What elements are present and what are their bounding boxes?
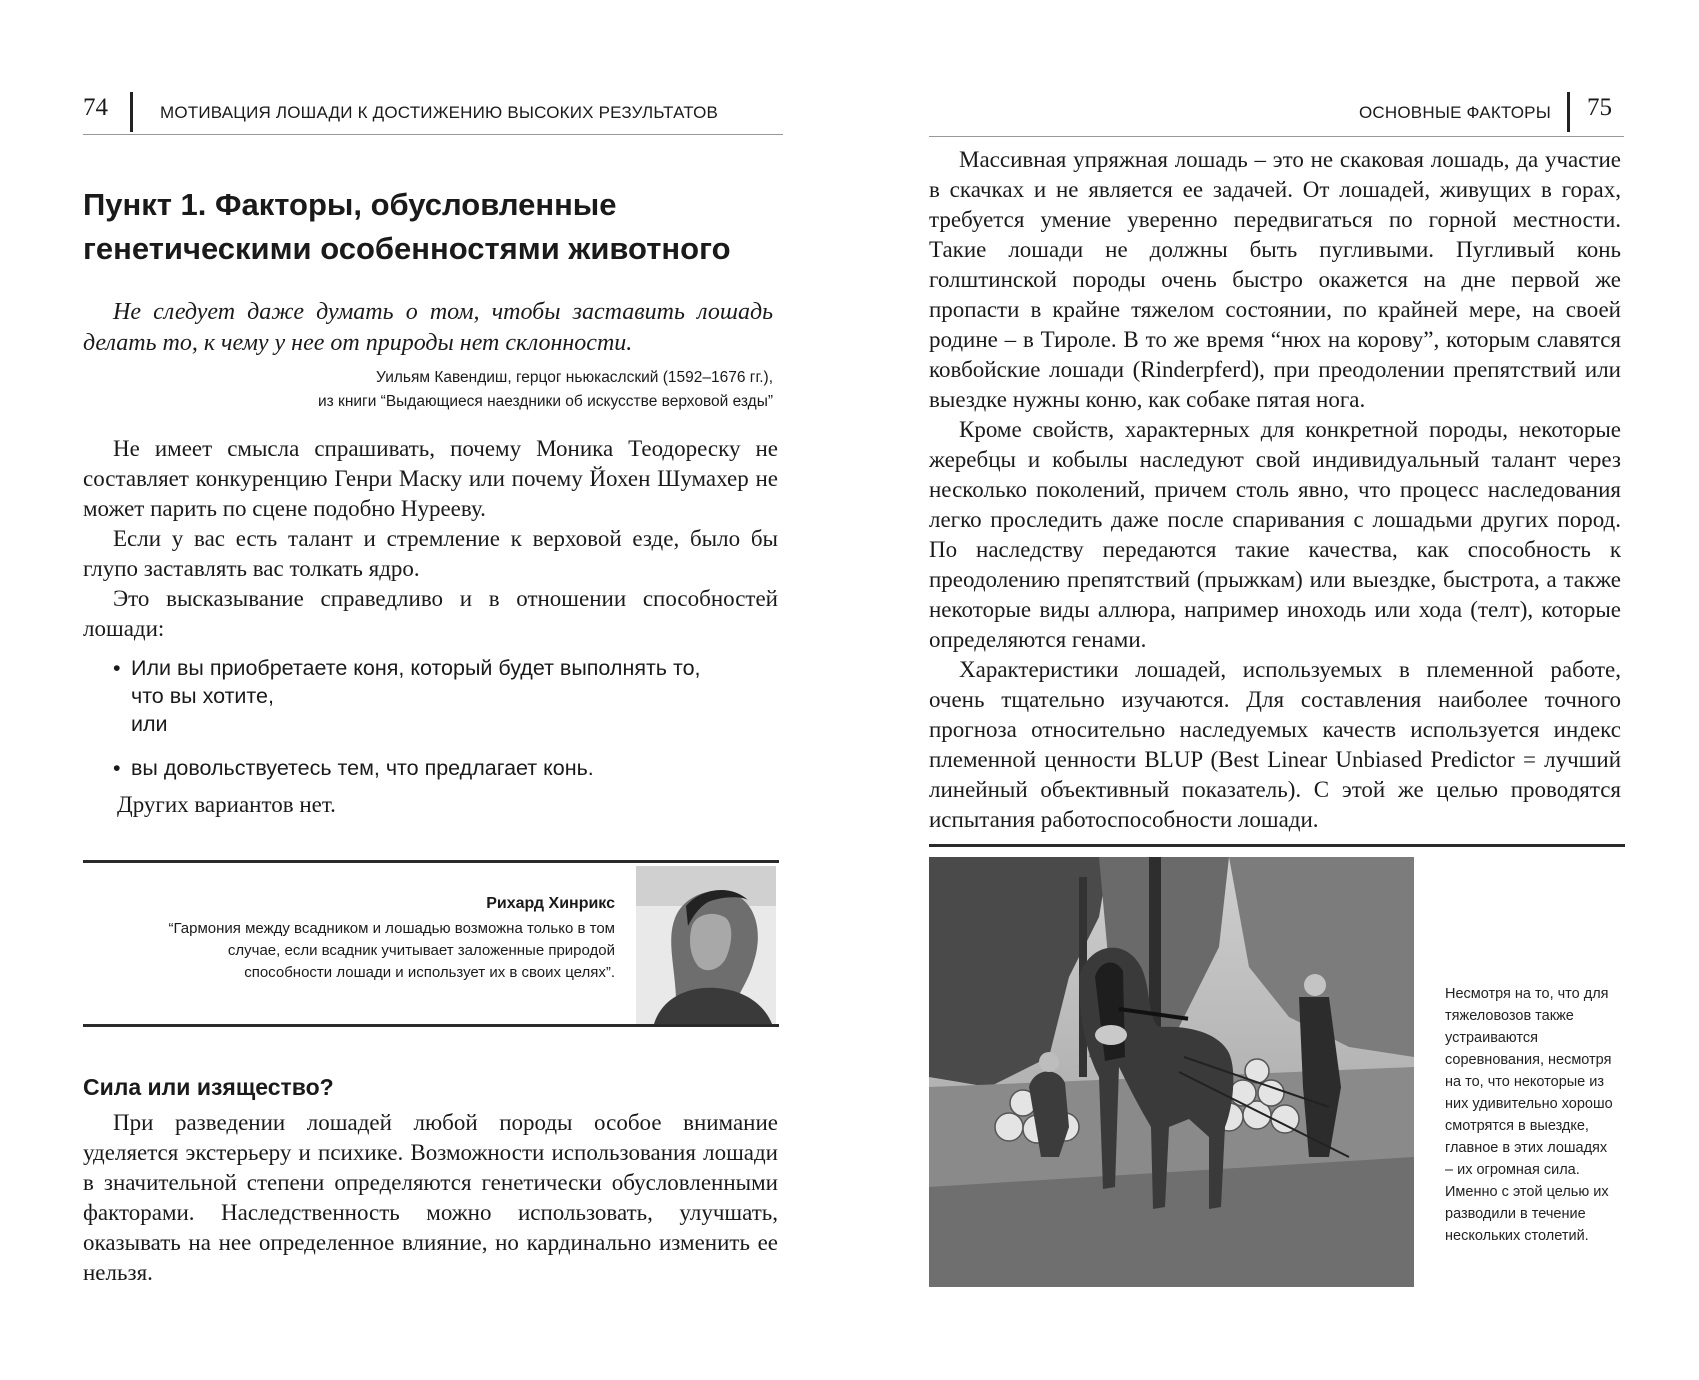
header-rule	[929, 136, 1624, 137]
epigraph-attribution: Уильям Кавендиш, герцог ньюкаслский (1592–1676 гг.), из книги “Выдающиеся наездники об искусстве верховой езды”	[317, 369, 773, 410]
bullet-icon: •	[113, 656, 121, 680]
epigraph: Не следует даже думать о том, чтобы заставить лошадь делать то, к чему у нее от природы нет склонности.	[83, 299, 773, 356]
left-page-header	[0, 92, 849, 136]
bullet-icon: •	[113, 756, 121, 780]
box-person-name: Рихард Хинрикс	[486, 895, 615, 912]
paragraph: Кроме свойств, характерных для конкретной породы, некоторые жеребцы и кобылы наследуют свой индивидуальный талант через несколько поколений, причем столь явно, что процесс наследования легко проследить даже после спаривания с лошадьми других пород. По наследству передаются такие качества, как способность к преодолению препятствий (прыжкам) или выездке, быстрота, а также некоторые виды аллюра, например иноходь или хода (телт), которые определяются генами.	[929, 417, 1621, 652]
subsection-title: Сила или изящество?	[83, 1074, 334, 1100]
right-running-title: ОСНОВНЫЕ ФАКТОРЫ	[1359, 103, 1551, 122]
left-page-number: 74	[83, 94, 108, 121]
box-bottom-rule	[83, 1024, 779, 1027]
photo-caption: Несмотря на то, что для тяжеловозов также устраиваются соревнования, несмотря на то, что некоторые из них удивительно хорошо смотрятся в выездке, главное в этих лошадях – их огромная сила. Именно с этой целью их разводили в течение нескольких столетий.	[1445, 986, 1613, 1244]
paragraph: Если у вас есть талант и стремление к верховой езде, было бы глупо заставлять вас толкать ядро.	[83, 526, 778, 581]
header-divider	[1567, 92, 1570, 132]
paragraph: Характеристики лошадей, используемых в племенной работе, очень тщательно изучаются. Для составления наиболее точного прогноза относительно наследуемых качеств используется индекс племенной ценности BLUP (Best Linear Unbiased Predictor = лучший линейный объективный показатель). С этой же целью проводятся испытания работоспособности лошади.	[929, 657, 1621, 832]
portrait-photo	[636, 866, 776, 1024]
paragraph: Массивная упряжная лошадь – это не скаковая лошадь, да участие в скачках и не является ее задачей. От лошадей, живущих в горах, требуется умение уверенно передвигаться по горной местности. Такие лошади не должны быть пугливыми. Пугливый конь голштинской породы очень быстро окажется на дне первой же пропасти в крайне тяжелом состоянии, по крайней мере, на своей родине – в Тироле. В то же время “нюх на корову”, которым славятся ковбойские лошади (Rinderpferd), при преодолении препятствий или выездке нужны коню, как собаке пятая нога.	[929, 147, 1621, 412]
paragraph: Других вариантов нет.	[117, 792, 336, 817]
paragraph: При разведении лошадей любой породы особое внимание уделяется экстерьеру и психике. Возможности использования лошади в значительной степени определяются генетически обусловленными факторами. Наследственность можно использовать, улучшать, оказывать на нее определенное влияние, но кардинально изменить ее нельзя.	[83, 1110, 778, 1285]
section-title: Пункт 1. Факторы, обусловленные генетическими особенностями животного	[83, 187, 731, 266]
right-page-header	[849, 92, 1699, 136]
photo-top-rule	[929, 844, 1625, 847]
header-rule	[83, 134, 783, 135]
left-running-title: МОТИВАЦИЯ ЛОШАДИ К ДОСТИЖЕНИЮ ВЫСОКИХ РЕЗУЛЬТАТОВ	[160, 103, 719, 122]
right-page	[849, 0, 1699, 1380]
box-top-rule	[83, 860, 779, 863]
paragraph: Это высказывание справедливо и в отношении способностей лошади:	[83, 586, 778, 641]
left-page	[0, 0, 849, 1380]
paragraph: Не имеет смысла спрашивать, почему Моника Теодореску не составляет конкуренцию Генри Маску или почему Йохен Шумахер не может парить по сцене подобно Нурееву.	[83, 436, 778, 521]
bullet-item: • вы довольствуетесь тем, что предлагает конь.	[113, 756, 594, 780]
horse-logging-photo	[929, 857, 1414, 1287]
right-page-number: 75	[1587, 94, 1612, 121]
box-quote: “Гармония между всадником и лошадью возможна только в том случае, если всадник учитывает заложенные природой способности лошади и использует их в своих целях”.	[168, 920, 615, 981]
bullet-item: • Или вы приобретаете коня, который будет выполнять то, что вы хотите, или	[113, 656, 701, 736]
header-divider	[130, 92, 133, 132]
